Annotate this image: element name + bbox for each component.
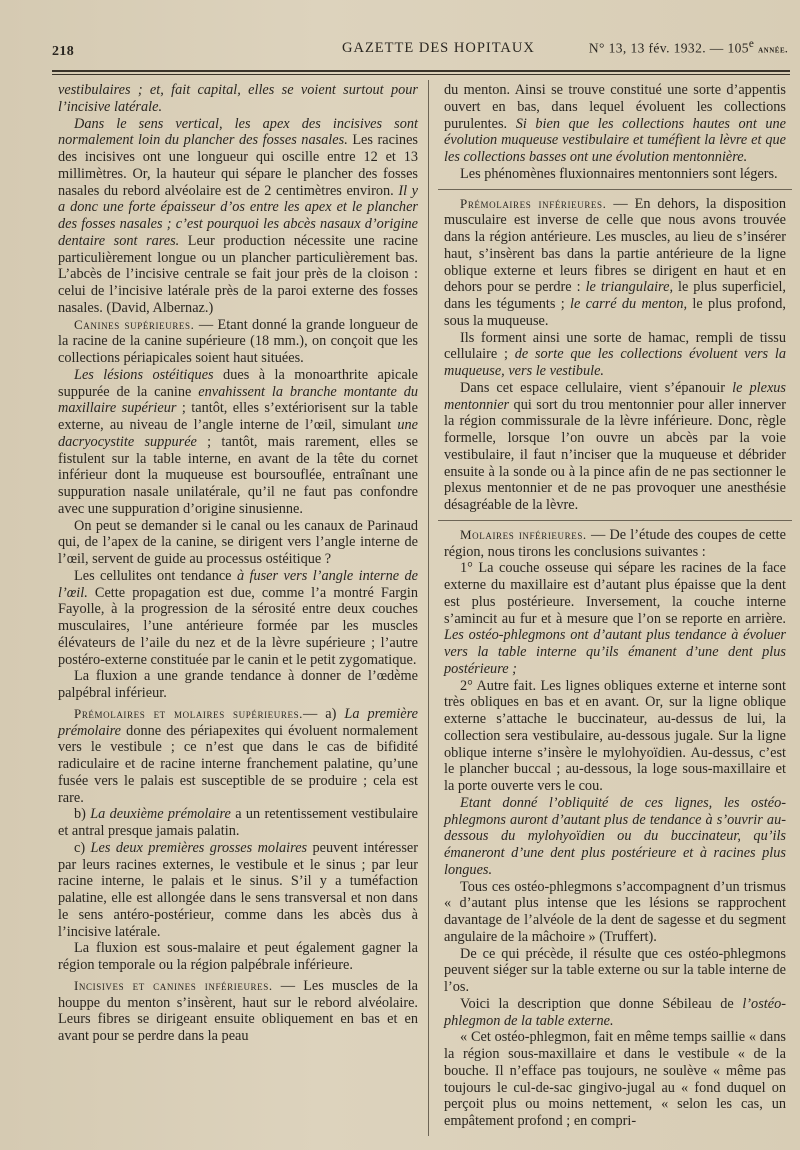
paragraph: Voici la description que donne Sébileau de l’ostéo-phlegmon de la table externe. (444, 995, 786, 1029)
issue-date: N° 13, 13 fév. 1932. — 105 (588, 40, 749, 56)
paragraph: 2° Autre fait. Les lignes obliques externe et interne sont très obliques en bas et en avant. Or, sur la ligne oblique externe s’attache le buccinateur, au-dessus de lui, la collection sera vestibulaire, au-dessous jugale. Sur la ligne oblique interne s’insère le mylohyoïdien. Au-dessus, c’est le plancher buccal ; au-dessous, la loge sous-maxillaire et la porte ouverte vers le cou. (444, 677, 786, 794)
paragraph: vestibulaires ; et, fait capital, elles se voient surtout pour l’incisive latérale. (58, 82, 418, 115)
journal-title: GAZETTE DES HOPITAUX (342, 40, 535, 56)
paragraph: La fluxion est sous-malaire et peut également gagner la région temporale ou la région palpébrale inférieure. (58, 940, 418, 973)
section-separator (438, 189, 792, 190)
paragraph: Les lésions ostéitiques dues à la monoarthrite apicale suppurée de la canine envahissent la branche montante du maxillaire supérieur ; tantôt, elles s’extériorisent sur la table externe, au niveau de l’angle interne de l’œil, simulant une dacryocystite suppurée ; tantôt, mais rarement, elles se fistulent sur la table interne, en avant de la tête du cornet inférieur dont la muqueuse est boursouflée, entraînant une suppuration nasale unilatérale, qu’il ne faut pas confondre avec une suppuration d’origine sinusienne. (58, 366, 418, 517)
paragraph: Tous ces ostéo-phlegmons s’accompagnent d’un trismus « d’autant plus intense que les lésions se rapprochent davantage de l’alvéole de la dent de sagesse et du segment angulaire de la mâchoire » (Truffert). (444, 878, 786, 945)
paragraph: 1° La couche osseuse qui sépare les racines de la face externe du maxillaire est d’autant plus épaisse que la dent est plus postérieure. Inversement, la couche interne s’amincit au fur et à mesure que l’on se reporte en arrière. Les ostéo-phlegmons ont d’autant plus tendance à évoluer vers la table interne qu’ils émanent d’une dent plus postérieure ; (444, 560, 786, 677)
paragraph: Dans le sens vertical, les apex des incisives sont normalement loin du plancher des fosses nasales. Les racines des incisives ont une longueur qui oscille entre 12 et 13 millimètres. Or, la hauteur qui sépare le plancher des fosses nasales du rebord alvéolaire est de 2 centimètres environ. Il y a donc une forte épaisseur d’os entre les apex et le plancher des fosses nasales ; c’est pourquoi les abcès nasaux d’origine dentaire sont rares. Leur production nécessite une racine particulièrement longue ou un plancher particulièrement bas. L’abcès de l’incisive centrale se fait jour près de la cloison : celui de l’incisive latérale près de la paroi externe des fosses nasales. (David, Albernaz.) (58, 115, 419, 316)
paragraph: Ils forment ainsi une sorte de hamac, rempli de tissu cellulaire ; de sorte que les collections évoluent vers la muqueuse, vers le vestibule. (444, 329, 786, 379)
right-column (444, 82, 786, 1130)
paragraph: Les cellulites ont tendance à fuser vers l’angle interne de l’œil. Cette propagation est due, comme l’a montré Fargin Fayolle, à la progression de la sérosité entre deux couches musculaires, l’une antérieure formée par les muscles élévateurs de l’aile du nez et de la lèvre supérieure ; l’autre postéro-externe constituée par le canin et le petit zygomatique. (58, 567, 418, 668)
issue-sup: e (748, 38, 755, 50)
issue-info (589, 38, 788, 57)
paragraph: du menton. Ainsi se trouve constitué une sorte d’appentis ouvert en bas, dans lequel évoluent les collections purulentes. Si bien que les collections hautes ont une évolution muqueuse vestibulaire et tuméfient la lèvre et que les collections basses ont une évolution mentonnière. (444, 82, 787, 165)
section-premolaires-superieures: Prémolaires et molaires supérieures.— a) La première prémolaire donne des périapexites qui évoluent normalement vers le vestibule ; ce n’est que dans le cas de bifidité radiculaire et de racine interne franchement palatine, qu’une fusée vers le palais est susceptible de se produire ; cela est rare. (58, 705, 418, 806)
section-heading: Canines supérieures. (74, 316, 195, 332)
page-header (52, 36, 788, 66)
section-molaires-inferieures: Molaires inférieures. — De l’étude des coupes de cette région, nous tirons les conclusions suivantes : (444, 526, 786, 560)
header-rule (52, 70, 790, 72)
paragraph: Etant donné l’obliquité de ces lignes, les ostéo-phlegmons auront d’autant plus de tendance à s’ouvrir au-dessous du mylohyoïdien ou du buccinateur, qu’ils émaneront d’une dent plus postérieure et à racines plus longues. (444, 794, 786, 878)
header-rule-thin (52, 74, 790, 75)
paragraph: On peut se demander si le canal ou les canaux de Parinaud qui, de l’apex de la canine, se dirigent vers l’angle interne de l’œil, servent de guide au processus ostéitique ? (58, 517, 418, 567)
section-heading: Prémolaires et molaires supérieures. (74, 705, 304, 721)
paragraph: c) Les deux premières grosses molaires peuvent intéresser par leurs racines externes, le vestibule et le sinus ; par leur racine interne, le palais et le sinus. S’il y a tuméfaction palatine, elle est allongée dans le sens transversal et non dans le sens antéro-postérieur, comme dans les abcès dus à l’incisive latérale. (58, 839, 419, 940)
section-premolaires-inferieures: Prémolaires inférieures. — En dehors, la disposition musculaire est inverse de celle que nous avons trouvée dans la région antérieure. Les muscles, au lieu de s’insérer haut, s’insèrent bas dans la partie antérieure de la ligne oblique externe et leurs fibres se dirigent en haut et en dehors pour se perdre : le triangulaire, le plus superficiel, dans les téguments ; le carré du menton, le plus profond, sous la muqueuse. (444, 195, 786, 329)
left-column (58, 82, 418, 1045)
issue-annee: année. (758, 45, 788, 56)
section-separator (438, 520, 792, 521)
paragraph: b) La deuxième prémolaire a un retentissement vestibulaire et antral presque jamais palatin. (58, 806, 419, 839)
quote-paragraph: « Cet ostéo-phlegmon, fait en même temps saillie « dans la région sous-maxillaire et dans le vestibule « de la bouche. Il n’efface pas toujours, ne soulève « même pas toujours le cul-de-sac gingivo-jugal au « fond duquel on perçoit plus ou moins nettement, « selon les cas, un empâtement profond ; en compri- (444, 1029, 786, 1129)
section-incisives-inferieures: Incisives et canines inférieures. — Les muscles de la houppe du menton s’insèrent, haut sur le rebord alvéolaire. Leurs fibres se dirigeant ensuite obliquement en bas et en avant pour se perdre dans la peau (58, 977, 418, 1044)
page-number: 218 (52, 44, 75, 59)
paragraph: Dans cet espace cellulaire, vient s’épanouir le plexus mentonnier qui sort du trou mentonnier pour aller innerver la région commissurale de la lèvre inférieure. Donc, règle formelle, lorsque l’on ouvre un abcès par la voie vestibulaire, il faut n’inciser que la muqueuse et débrider ensuite à la sonde ou à la pince afin de ne pas sectionner le plexus mentonnier et de ne pas provoquer une anesthésie désagréable de la lèvre. (444, 379, 786, 513)
section-heading: Molaires inférieures. (460, 526, 587, 542)
paragraph: De ce qui précède, il résulte que ces ostéo-phlegmons peuvent siéger sur la table externe ou sur la table interne de l’os. (444, 945, 786, 995)
paragraph: La fluxion a une grande tendance à donner de l’œdème palpébral inférieur. (58, 668, 418, 701)
paragraph: Les phénomènes fluxionnaires mentonniers sont légers. (460, 165, 778, 182)
section-heading: Incisives et canines inférieures. (74, 977, 273, 993)
column-divider (428, 80, 429, 1136)
section-canines-superieures: Canines supérieures. — Etant donné la grande longueur de la racine de la canine supérieure (18 mm.), on conçoit que les collections périapicales soient haut situées. (58, 316, 418, 366)
section-heading: Prémolaires inférieures. (460, 195, 607, 211)
